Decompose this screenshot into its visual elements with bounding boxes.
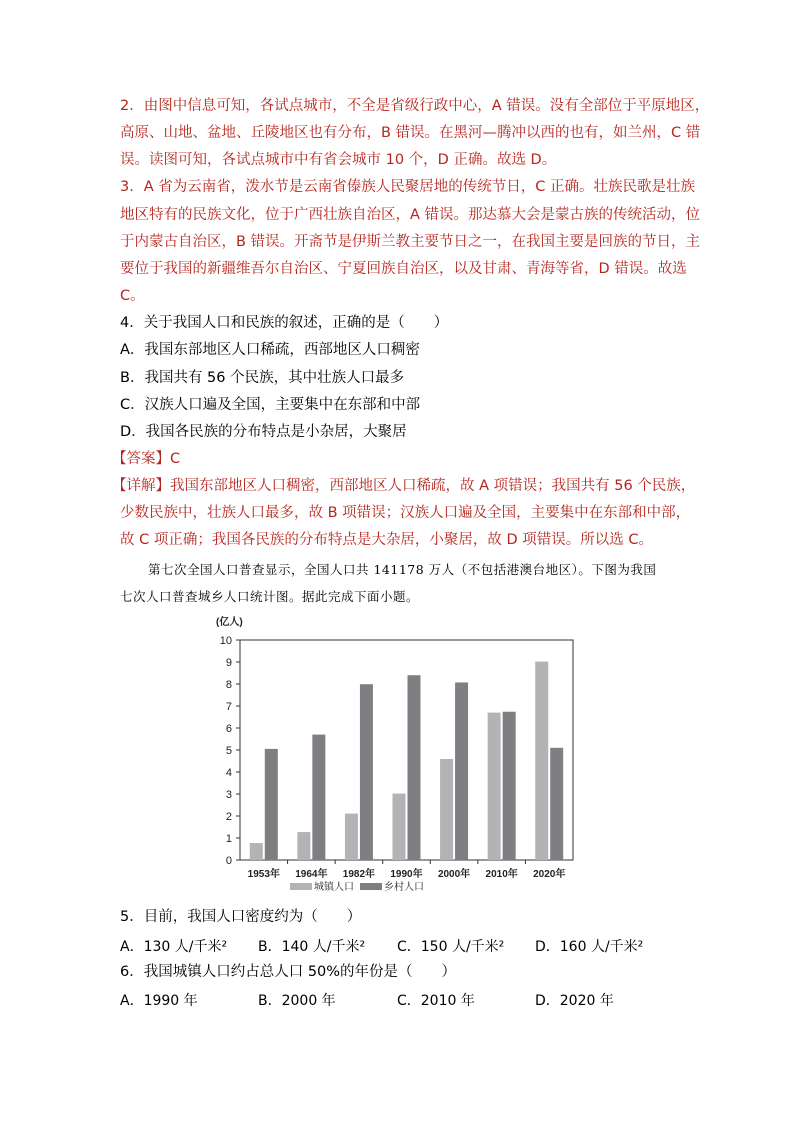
urban-bar [535, 662, 548, 860]
urban-bar [393, 794, 406, 860]
q2-explain-line-2: 高原、山地、盆地、丘陵地区也有分布，B 错误。在黑河—腾冲以西的也有，如兰州，C 错 [120, 125, 701, 141]
rural-bar [312, 735, 325, 860]
q6-option-d: D．2020 年 [535, 993, 614, 1009]
rural-bar [550, 748, 563, 860]
x-tick-label: 1964年 [295, 869, 328, 880]
q5-option-b: B．140 人/千米² [258, 939, 366, 955]
legend-urban-swatch [290, 883, 312, 890]
y-tick-label: 7 [225, 701, 232, 713]
y-tick-label: 5 [225, 745, 232, 757]
q2-explain-line-1: 2．由图中信息可知，各试点城市，不全是省级行政中心，A 错误。没有全部位于平原地区， [120, 98, 710, 114]
q4-option-a: A．我国东部地区人口稀疏，西部地区人口稠密 [120, 342, 420, 358]
q4-detail-line-1: 【详解】我国东部地区人口稠密，西部地区人口稀疏，故 A 项错误；我国共有 56 个民族， [112, 478, 696, 494]
x-tick-label: 1982年 [342, 869, 376, 880]
legend-rural-swatch [360, 883, 382, 890]
q4-option-c: C．汉族人口遍及全国，主要集中在东部和中部 [120, 397, 421, 413]
y-tick-label: 8 [225, 679, 232, 691]
y-tick-label: 2 [225, 811, 232, 823]
y-tick-label: 9 [225, 657, 232, 669]
q4-option-b: B．我国共有 56 个民族，其中壮族人口最多 [120, 370, 405, 386]
q4-stem: 4．关于我国人口和民族的叙述，正确的是（ ） [120, 315, 449, 331]
x-tick-label: 2010年 [485, 869, 518, 880]
y-tick-label: 4 [225, 767, 232, 779]
urban-bar [345, 814, 358, 860]
y-tick-label: 3 [225, 789, 232, 801]
rural-bar [455, 682, 468, 860]
y-tick-label: 1 [225, 833, 232, 845]
q6-option-c: C．2010 年 [397, 993, 475, 1009]
q3-explain-line-4: 要位于我国的新疆维吾尔自治区、宁夏回族自治区，以及甘肃、青海等省，D 错误。故选 [120, 261, 687, 277]
urban-bar [440, 759, 453, 860]
q4-answer: 【答案】C [112, 451, 181, 467]
x-tick-label: 1990年 [390, 869, 423, 880]
q3-explain-line-1: 3．A 省为云南省，泼水节是云南省傣族人民聚居地的传统节日，C 正确。壮族民歌是壮族 [120, 179, 695, 195]
q2-explain-line-3: 误。读图可知，各试点城市中有省会城市 10 个，D 正确。故选 D。 [120, 152, 557, 168]
rural-bar [408, 675, 421, 860]
q3-explain-line-3: 于内蒙古自治区，B 错误。开斋节是伊斯兰教主要节日之一，在我国主要是回族的节日，主 [120, 234, 701, 250]
rural-bar [503, 712, 516, 860]
q3-explain-line-2: 地区特有的民族文化，位于广西壮族自治区，A 错误。那达慕大会是蒙古族的传统活动，位 [120, 207, 701, 223]
urban-bar [250, 843, 263, 860]
y-tick-label: 0 [225, 855, 232, 867]
legend-rural-label: 乡村人口 [384, 882, 424, 893]
legend-urban-label: 城镇人口 [314, 882, 354, 893]
intro-line-2: 七次人口普查城乡人口统计图。据此完成下面小题。 [120, 589, 420, 604]
x-tick-label: 2020年 [533, 869, 566, 880]
y-tick-label: 6 [225, 723, 232, 735]
y-tick-label: 10 [219, 635, 232, 647]
q6-stem: 6．我国城镇人口约占总人口 50%的年份是（ ） [120, 964, 457, 980]
q5-option-c: C．150 人/千米² [397, 939, 505, 955]
rural-bar [265, 749, 278, 860]
x-tick-label: 2000年 [437, 869, 471, 880]
population-bar-chart [210, 612, 590, 902]
q5-option-d: D．160 人/千米² [535, 939, 644, 955]
q5-stem: 5．目前，我国人口密度约为（ ） [120, 909, 362, 925]
urban-bar [488, 713, 501, 860]
urban-bar [297, 832, 310, 860]
rural-bar [360, 684, 373, 860]
q6-option-b: B．2000 年 [258, 993, 336, 1009]
q5-option-a: A．130 人/千米² [120, 939, 228, 955]
x-tick-label: 1953年 [247, 869, 280, 880]
q4-option-d: D．我国各民族的分布特点是小杂居，大聚居 [120, 424, 407, 440]
q6-option-a: A．1990 年 [120, 993, 198, 1009]
q4-detail-line-3: 故 C 项正确；我国各民族的分布特点是大杂居，小聚居，故 D 项错误。所以选 C。 [120, 532, 653, 548]
y-axis-label: (亿人) [216, 617, 243, 628]
q4-detail-line-2: 少数民族中，壮族人口最多，故 B 项错误；汉族人口遍及全国，主要集中在东部和中部， [120, 505, 691, 521]
plot-frame [240, 640, 573, 860]
intro-line-1: 第七次全国人口普查显示，全国人口共 141178 万人（不包括港澳台地区）。下图为我国 [148, 562, 657, 577]
q3-explain-line-5: C。 [120, 288, 145, 304]
